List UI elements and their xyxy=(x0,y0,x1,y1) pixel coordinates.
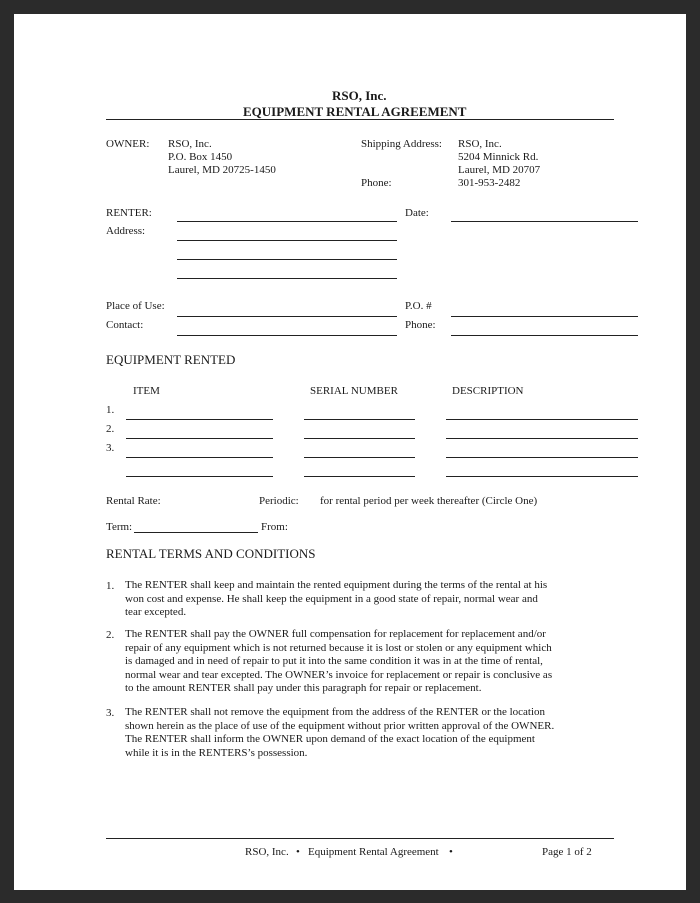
place-of-use-label: Place of Use: xyxy=(106,300,165,312)
term-field[interactable] xyxy=(134,532,258,533)
place-of-use-field[interactable] xyxy=(177,316,397,317)
owner-label: OWNER: xyxy=(106,138,150,150)
header-rule xyxy=(106,119,614,120)
footer-bullet-1: • xyxy=(296,846,300,858)
owner-name: RSO, Inc. xyxy=(168,138,212,150)
term-2-text xyxy=(125,628,625,696)
serial-field-1[interactable] xyxy=(304,419,415,420)
term-1-line-3: tear excepted. xyxy=(125,606,187,618)
owner-address-2: Laurel, MD 20725-1450 xyxy=(168,164,276,176)
po-number-label: P.O. # xyxy=(405,300,432,312)
description-field-1[interactable] xyxy=(446,419,638,420)
contact-phone-label: Phone: xyxy=(405,319,436,331)
term-1-number: 1. xyxy=(106,580,115,592)
item-field-3[interactable] xyxy=(126,457,273,458)
term-3-line-4: while it is in the RENTERS’s possession. xyxy=(125,746,308,759)
term-3-line-1: The RENTER shall not remove the equipment from the address of the RENTER or the location xyxy=(125,706,546,718)
term-1-text xyxy=(125,579,625,620)
serial-field-4[interactable] xyxy=(304,476,415,477)
shipping-phone-label: Phone: xyxy=(361,177,392,189)
periodic-text: for rental period per week thereafter (Circle One) xyxy=(320,495,538,507)
owner-address-1: P.O. Box 1450 xyxy=(168,151,233,163)
contact-phone-field[interactable] xyxy=(451,335,638,336)
footer-page-number: Page 1 of 2 xyxy=(542,846,592,858)
term-3-line-2: shown herein as the place of use of the equipment without prior written approval of the OWNER. xyxy=(125,719,555,732)
term-2-line-1: The RENTER shall pay the OWNER full compensation for replacement for replacement and/or xyxy=(125,628,546,640)
from-label: From: xyxy=(261,521,288,533)
row-number-3: 3. xyxy=(106,442,115,454)
contact-label: Contact: xyxy=(106,319,144,331)
renter-field[interactable] xyxy=(177,221,397,222)
shipping-name: RSO, Inc. xyxy=(458,138,502,150)
description-field-4[interactable] xyxy=(446,476,638,477)
row-number-2: 2. xyxy=(106,423,115,435)
po-number-field[interactable] xyxy=(451,316,638,317)
address-field-line-3[interactable] xyxy=(177,278,397,279)
footer-company: RSO, Inc. xyxy=(245,846,289,858)
shipping-address-1: 5204 Minnick Rd. xyxy=(458,151,539,163)
term-label: Term: xyxy=(106,521,133,533)
term-3-text xyxy=(125,706,625,760)
equipment-section-title: EQUIPMENT RENTED xyxy=(106,352,236,367)
term-1-line-1: The RENTER shall keep and maintain the rented equipment during the terms of the rental at his xyxy=(125,579,548,591)
term-3-number: 3. xyxy=(106,707,115,719)
date-label: Date: xyxy=(405,207,429,219)
shipping-label: Shipping Address: xyxy=(361,138,442,150)
periodic-label: Periodic: xyxy=(259,495,299,507)
description-field-2[interactable] xyxy=(446,438,638,439)
footer-document-name: Equipment Rental Agreement xyxy=(308,846,439,858)
serial-field-3[interactable] xyxy=(304,457,415,458)
term-2-line-2: repair of any equipment which is not returned because it is lost or stolen or any equipment which xyxy=(125,641,552,654)
shipping-phone: 301-953-2482 xyxy=(458,177,521,189)
footer-bullet-2: • xyxy=(449,846,453,858)
rental-rate-label: Rental Rate: xyxy=(106,495,161,507)
column-item: ITEM xyxy=(133,385,160,397)
renter-label: RENTER: xyxy=(106,207,152,219)
address-field-line-2[interactable] xyxy=(177,259,397,260)
item-field-4[interactable] xyxy=(126,476,273,477)
term-2-number: 2. xyxy=(106,629,115,641)
address-field-line-1[interactable] xyxy=(177,240,397,241)
term-2-line-5: to the amount RENTER shall pay under this paragraph for repair or replacement. xyxy=(125,682,482,694)
column-description: DESCRIPTION xyxy=(452,385,524,397)
item-field-1[interactable] xyxy=(126,419,273,420)
serial-field-2[interactable] xyxy=(304,438,415,439)
contact-field[interactable] xyxy=(177,335,397,336)
column-serial-number: SERIAL NUMBER xyxy=(310,385,398,397)
item-field-2[interactable] xyxy=(126,438,273,439)
term-2-line-3: is damaged and in need of repair to put it into the same condition it was in at the time of rental, xyxy=(125,655,543,667)
document-page xyxy=(14,14,686,890)
term-1-line-2: won cost and expense. He shall keep the equipment in a good state of repair, normal wear and xyxy=(125,592,538,605)
shipping-address-2: Laurel, MD 20707 xyxy=(458,164,541,176)
row-number-1: 1. xyxy=(106,404,115,416)
date-field[interactable] xyxy=(451,221,638,222)
address-label: Address: xyxy=(106,225,146,237)
description-field-3[interactable] xyxy=(446,457,638,458)
term-2-line-4: normal wear and tear excepted. The OWNER’s invoice for replacement or repair is conclusive as xyxy=(125,668,553,681)
terms-section-title: RENTAL TERMS AND CONDITIONS xyxy=(106,546,316,561)
document-title: EQUIPMENT RENTAL AGREEMENT xyxy=(243,104,467,119)
company-heading: RSO, Inc. xyxy=(332,88,387,103)
footer-rule xyxy=(106,838,614,839)
term-3-line-3: The RENTER shall inform the OWNER upon demand of the exact location of the equipment xyxy=(125,733,535,745)
